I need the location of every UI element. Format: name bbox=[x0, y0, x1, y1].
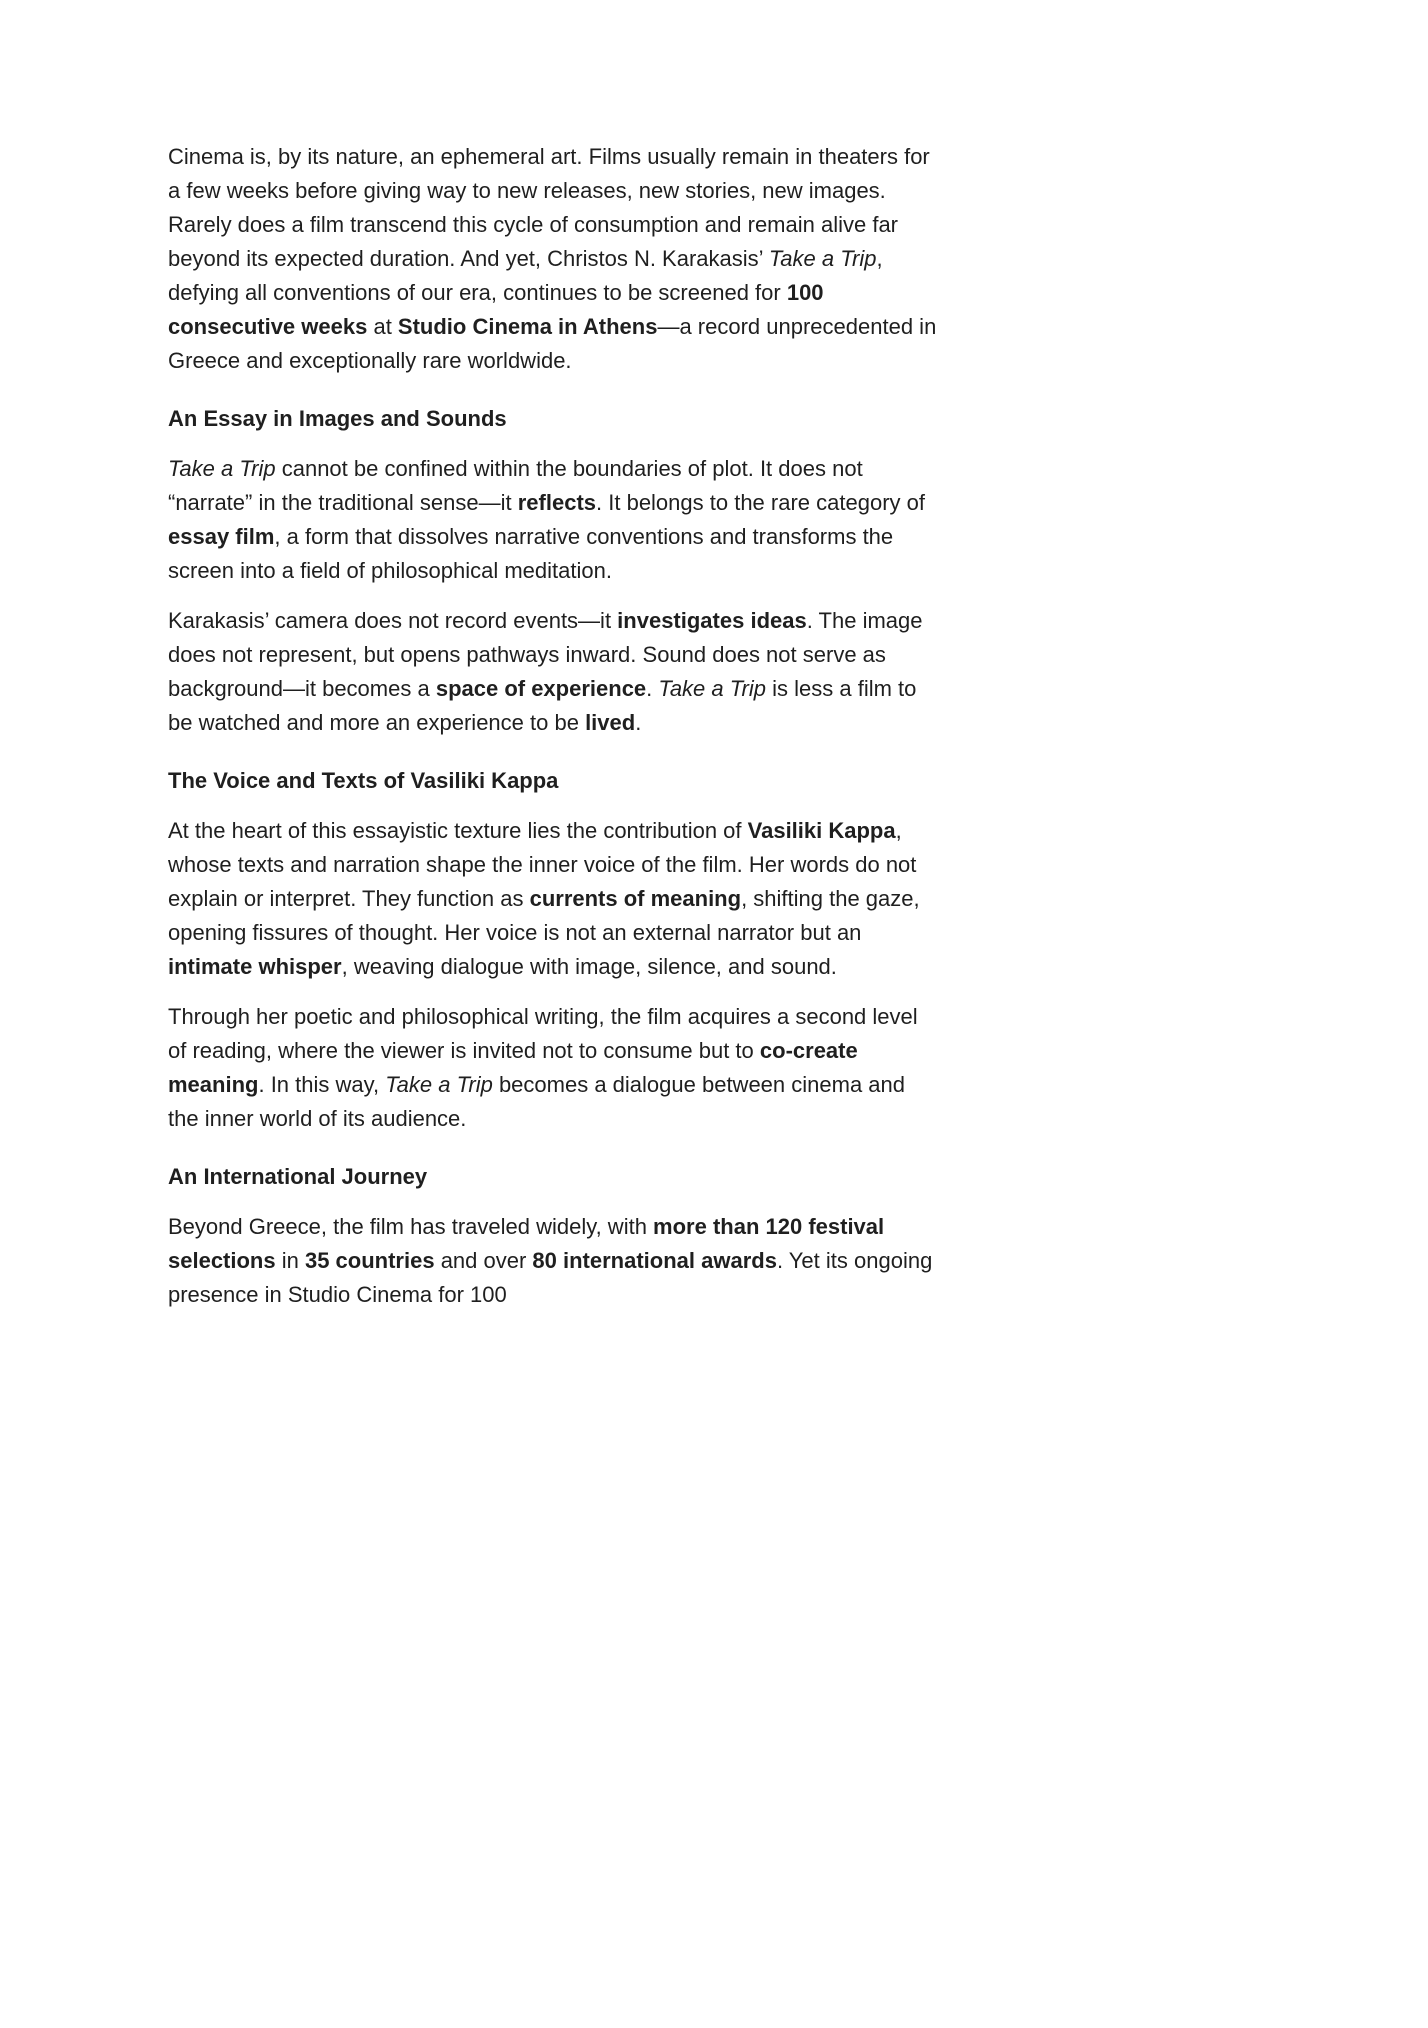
section-heading-international-journey: An International Journey bbox=[168, 1164, 428, 1189]
text-run: is less a film to be watched and more an experience to be bbox=[168, 676, 917, 735]
text-run: at bbox=[367, 314, 398, 339]
text-run: , whose texts and narration shape the inner voice of the film. Her words do not explain or interpret. They function as bbox=[168, 818, 917, 911]
text-run-emphasis: investigates ideas bbox=[617, 608, 807, 633]
text-run: . The image does not represent, but opens pathways inward. Sound does not serve as background—it becomes a bbox=[168, 608, 923, 701]
text-run: in bbox=[275, 1248, 305, 1273]
paragraph-co-create bbox=[168, 1000, 940, 1136]
document-body bbox=[168, 140, 940, 1328]
text-run-emphasis: 100 consecutive weeks bbox=[168, 280, 824, 339]
text-run: . bbox=[635, 710, 642, 735]
text-run-film-title: Take a Trip bbox=[768, 246, 877, 271]
paragraph-intro bbox=[168, 140, 940, 378]
text-run: , shifting the gaze, opening fissures of thought. Her voice is not an external narrator but an bbox=[168, 886, 920, 945]
text-run: Cinema is, by its nature, an ephemeral art. Films usually remain in theaters for a few weeks before giving way to new releases, new stories, new images. Rarely does a film transcend this cycle of consumption and remain alive far beyond its expected duration. And yet, Christos N. Karakasis’ bbox=[168, 144, 930, 271]
text-run: , defying all conventions of our era, continues to be screened for bbox=[168, 246, 883, 305]
text-run-emphasis: 80 international awards bbox=[532, 1248, 777, 1273]
text-run-film-title: Take a Trip bbox=[658, 676, 767, 701]
text-run: Karakasis’ camera does not record events—it bbox=[168, 608, 618, 633]
text-run: , weaving dialogue with image, silence, and sound. bbox=[341, 954, 837, 979]
paragraph-festivals bbox=[168, 1210, 940, 1312]
text-run-emphasis: 35 countries bbox=[304, 1248, 435, 1273]
paragraph-vasiliki-kappa bbox=[168, 814, 940, 984]
text-run: Beyond Greece, the film has traveled widely, with bbox=[168, 1214, 654, 1239]
text-run: , a form that dissolves narrative conventions and transforms the screen into a field of philosophical meditation. bbox=[168, 524, 894, 583]
text-run: . Yet its ongoing presence in Studio Cinema for 100 bbox=[168, 1248, 933, 1307]
text-run-emphasis: currents of meaning bbox=[529, 886, 742, 911]
text-run: At the heart of this essayistic texture lies the contribution of bbox=[168, 818, 748, 843]
text-run-emphasis: Vasiliki Kappa bbox=[747, 818, 896, 843]
text-run: cannot be confined within the boundaries of plot. It does not “narrate” in the traditional sense—it bbox=[168, 456, 863, 515]
text-run: . bbox=[646, 676, 659, 701]
section-heading-essay-in-images: An Essay in Images and Sounds bbox=[168, 406, 507, 431]
text-run-emphasis: space of experience bbox=[435, 676, 647, 701]
text-run: . It belongs to the rare category of bbox=[596, 490, 925, 515]
text-run-emphasis: essay film bbox=[168, 524, 275, 549]
text-run-emphasis: lived bbox=[585, 710, 636, 735]
text-run-film-title: Take a Trip bbox=[385, 1072, 493, 1097]
text-run-emphasis: co-create meaning bbox=[168, 1038, 858, 1097]
text-run-emphasis: reflects bbox=[517, 490, 597, 515]
text-run: Through her poetic and philosophical writing, the film acquires a second level of reading, where the viewer is invited not to consume but to bbox=[168, 1004, 918, 1063]
text-run-emphasis: Studio Cinema in Athens bbox=[397, 314, 658, 339]
text-run: and over bbox=[434, 1248, 533, 1273]
text-run: becomes a dialogue between cinema and the inner world of its audience. bbox=[168, 1072, 905, 1131]
text-run-emphasis: more than 120 festival selections bbox=[168, 1214, 885, 1273]
text-run: . In this way, bbox=[258, 1072, 386, 1097]
text-run-emphasis: intimate whisper bbox=[168, 954, 342, 979]
text-run-film-title: Take a Trip bbox=[168, 456, 276, 481]
section-heading-voice-and-texts: The Voice and Texts of Vasiliki Kappa bbox=[168, 768, 559, 793]
paragraph-camera bbox=[168, 604, 940, 740]
paragraph-essay-film bbox=[168, 452, 940, 588]
text-run: —a record unprecedented in Greece and exceptionally rare worldwide. bbox=[168, 314, 937, 373]
